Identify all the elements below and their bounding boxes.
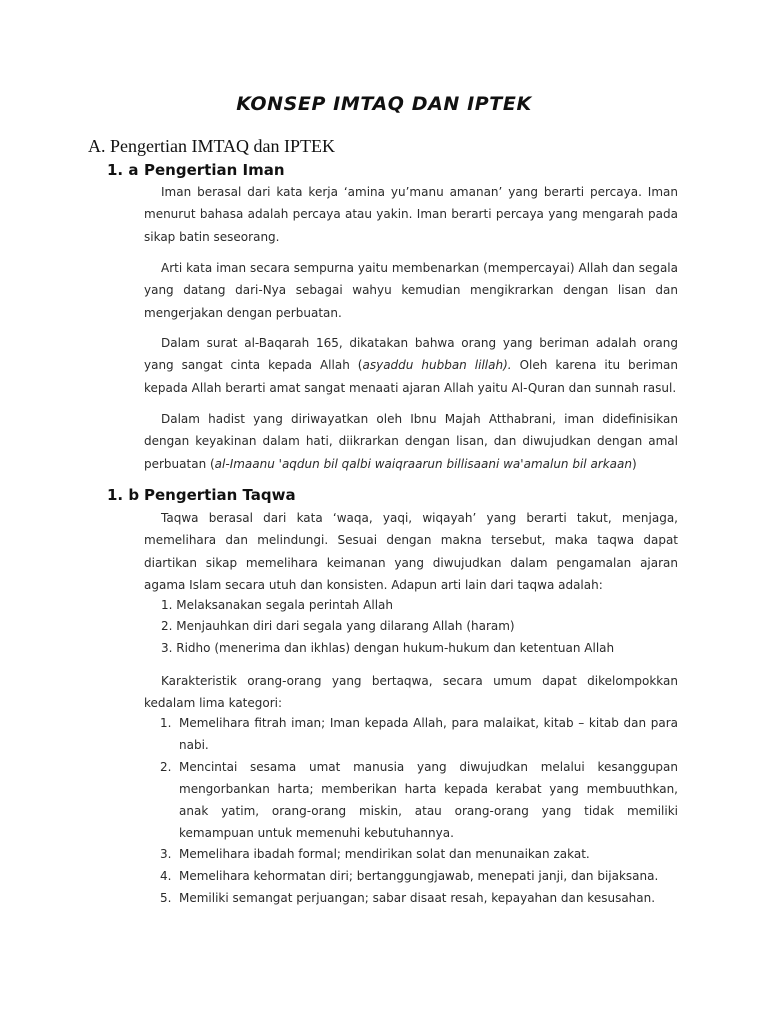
subheading-taqwa bbox=[107, 486, 296, 504]
list-item bbox=[160, 866, 678, 888]
list-text: Memiliki semangat perjuangan; sabar disaat resah, kepayahan dan kesusahan. bbox=[179, 891, 656, 906]
paragraph-text: ) bbox=[632, 456, 637, 471]
list-number: 2. bbox=[160, 759, 172, 774]
document-title: KONSEP IMTAQ DAN IPTEK bbox=[236, 93, 532, 115]
paragraph-iman-4 bbox=[144, 408, 678, 475]
list-item bbox=[160, 713, 678, 757]
subheading-number: 1. a bbox=[107, 161, 139, 179]
paragraph-text: Dalam surat al-Baqarah 165, dikatakan bahwa orang yang beriman adalah orang yang sangat cinta kepada Allah ( bbox=[144, 336, 678, 373]
list-item: 1. Melaksanakan segala perintah Allah bbox=[161, 598, 394, 612]
list-text: Memelihara fitrah iman; Iman kepada Allah, para malaikat, kitab – kitab dan para nabi. bbox=[179, 716, 678, 752]
list-number: 5. bbox=[160, 891, 172, 906]
list-item: 2. Menjauhkan diri dari segala yang dilarang Allah (haram) bbox=[161, 619, 515, 634]
list-item bbox=[160, 757, 678, 845]
list-item bbox=[160, 888, 678, 910]
subheading-label: Pengertian Taqwa bbox=[144, 486, 296, 504]
paragraph-text: Oleh karena itu beriman kepada Allah berarti amat sangat menaati ajaran Allah yaitu Al-Quran dan sunnah rasul. bbox=[144, 358, 678, 395]
arabic-phrase: asyaddu hubban lillah). bbox=[362, 358, 512, 373]
list-number: 1. bbox=[160, 716, 172, 730]
list-text: Memelihara kehormatan diri; bertanggungjawab, menepati janji, dan bijaksana. bbox=[179, 869, 659, 884]
paragraph-text: Dalam hadist yang diriwayatkan oleh Ibnu Majah Atthabrani, iman didefinisikan dengan keyakinan dalam hati, diikrarkan dengan lisan, dan diwujudkan dengan amal perbuatan ( bbox=[144, 412, 678, 471]
list-text: Mencintai sesama umat manusia yang diwujudkan melalui kesanggupan mengorbankan harta; memberikan harta kepada kerabat yang membuuthkan, anak yatim, orang-orang miskin, atau orang-orang yang tidak memiliki kemampuan untuk memenuhi kebutuhannya. bbox=[179, 759, 678, 840]
section-a-heading: A. Pengertian IMTAQ dan IPTEK bbox=[88, 136, 336, 156]
arabic-phrase: al-Imaanu 'aqdun bil qalbi waiqraarun billisaani wa'amalun bil arkaan bbox=[214, 456, 632, 471]
paragraph-taqwa-2: Karakteristik orang-orang yang bertaqwa, secara umum dapat dikelompokkan kedalam lima kategori: bbox=[144, 674, 678, 711]
taqwa-meaning-list bbox=[161, 595, 614, 659]
paragraph-iman-1: Iman berasal dari kata kerja ‘amina yu’manu amanan’ yang berarti percaya. Iman menurut bahasa adalah percaya atau yakin. Iman berarti percaya yang mengarah pada sikap batin seseorang. bbox=[144, 185, 678, 244]
characteristics-list bbox=[160, 713, 678, 910]
list-number: 4. bbox=[160, 869, 172, 884]
paragraph-taqwa-1: Taqwa berasal dari kata ‘waqa, yaqi, wiqayah’ yang berarti takut, menjaga, memelihara dan melindungi. Sesuai dengan makna tersebut, maka taqwa dapat diartikan sikap memelihara keimanan yang diwujudkan dalam pengamalan ajaran agama Islam secara utuh dan konsisten. Adapun arti lain dari taqwa adalah: bbox=[144, 511, 678, 592]
subheading-number: 1. b bbox=[107, 486, 140, 504]
subheading-iman bbox=[107, 161, 285, 179]
subheading-label: Pengertian Iman bbox=[144, 161, 285, 179]
list-number: 3. bbox=[160, 847, 172, 862]
list-text: Memelihara ibadah formal; mendirikan solat dan menunaikan zakat. bbox=[179, 847, 590, 862]
paragraph-iman-2: Arti kata iman secara sempurna yaitu membenarkan (mempercayai) Allah dan segala yang datang dari-Nya sebagai wahyu kemudian mengikrarkan dengan lisan dan mengerjakan dengan perbuatan. bbox=[144, 261, 678, 320]
list-item bbox=[160, 844, 678, 866]
list-item: 3. Ridho (menerima dan ikhlas) dengan hukum-hukum dan ketentuan Allah bbox=[161, 640, 615, 655]
paragraph-iman-3 bbox=[144, 332, 678, 399]
